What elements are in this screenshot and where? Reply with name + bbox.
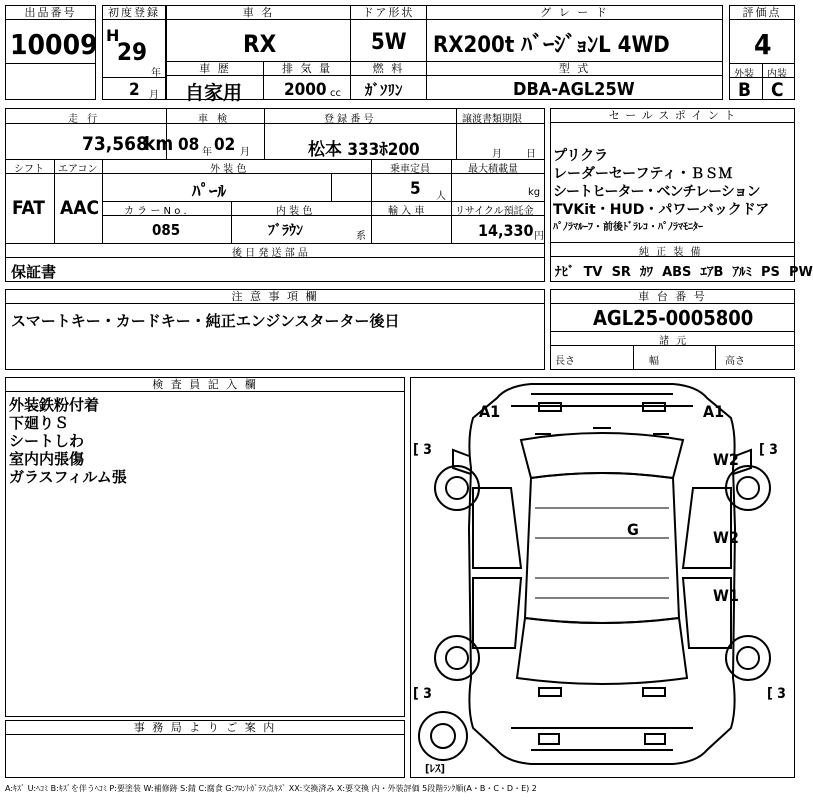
equipment-label: 純 正 装 備 [639, 247, 703, 258]
inspection-label: 車 検 [198, 114, 231, 125]
car-body-outline [469, 384, 735, 764]
car-diagram [411, 378, 794, 777]
year-unit: 年 [151, 68, 161, 79]
transfer-label: 譲渡書類期限 [462, 114, 522, 125]
color-no-value: 085 [152, 221, 181, 239]
fuel-value: ｶﾞｿﾘﾝ [365, 81, 403, 99]
transfer-day: 日 [526, 149, 536, 160]
shift-label: シフト [14, 164, 44, 175]
car-diagram-box [410, 377, 795, 778]
score-label: 評価点 [730, 6, 794, 20]
vehicle-details-block [5, 108, 545, 258]
displacement-value: 2000 [284, 80, 327, 100]
legend: A:ｷｽﾞ U:ﾍｺﾐ B:ｷｽﾞを伴うﾍｺﾐ P:要塗装 W:補修跡 S:錆 C:腐食 G:ﾌﾛﾝﾄｶﾞﾗｽ点ｷｽﾞ XX:交換済み X:要交換 内・外装評価 5段階ﾗﾝｸ順(A・B・C・D・E) 2 [5, 784, 537, 793]
inspector-label: 検 査 員 記 入 欄 [6, 378, 404, 392]
inspector-line-1: 外装鉄粉付着 [9, 396, 100, 414]
inspection-month: 02 [214, 135, 236, 155]
inspector-line-2: 下廻りＳ [9, 414, 70, 432]
notes-value: スマートキー・カードキー・純正エンジンスターター後日 [11, 312, 400, 330]
recycle-value: 14,330 [478, 221, 534, 240]
wheel-rear-left [435, 636, 479, 680]
int-color-unit: 系 [356, 231, 366, 242]
month-unit: 月 [149, 90, 159, 101]
grade-label: グ レ ー ド [427, 6, 722, 20]
car-name-label: 車 名 [167, 6, 350, 20]
lot-number-value: 10009 [10, 28, 98, 61]
mark-a1-left: A1 [479, 402, 501, 421]
inspection-year: 08 [178, 135, 200, 155]
sales-line-4: TVKit・HUD・パワーバックドア [553, 202, 770, 218]
door-box [350, 5, 427, 62]
era: H [106, 26, 120, 45]
roof-outline [525, 473, 679, 623]
grade-value: RX200t ﾊﾞｰｼﾞｮﾝL 4WD [433, 33, 670, 58]
exterior-grade: B [738, 79, 752, 101]
spare-wheel [419, 712, 467, 760]
inspection-year-unit: 年 [202, 147, 212, 158]
sales-point-label: セ ー ル ス ポ イ ン ト [551, 109, 794, 123]
color-no-label: カ ラ ー N o . [124, 206, 187, 217]
sales-point-box [550, 108, 813, 282]
load-unit: kg [528, 187, 541, 198]
equip-alloy: ｱﾙﾐ [732, 265, 752, 280]
width-label: 幅 [649, 356, 659, 367]
notes-box [5, 289, 545, 370]
sales-line-3: シートヒーター・ベンチレーション [553, 184, 760, 200]
door-value: 5W [371, 30, 407, 55]
model-label: 型 式 [427, 62, 722, 76]
mark-w2-top: W2 [713, 450, 739, 469]
ext-color-label: 外 装 色 [210, 164, 247, 175]
lot-number-box [5, 5, 96, 100]
displacement-box [263, 61, 351, 100]
score-value: 4 [754, 28, 772, 61]
history-value: 自家用 [185, 82, 243, 104]
import-label: 輸 入 車 [388, 206, 425, 217]
displacement-label: 排 気 量 [264, 62, 350, 76]
spare-label: [ﾚｽ] [425, 762, 446, 775]
equip-pw: PW [788, 265, 813, 280]
capacity-label: 乗車定員 [390, 164, 430, 175]
equip-abs: ABS [662, 265, 692, 280]
notes-label: 注 意 事 項 欄 [6, 290, 544, 304]
capacity-value: 5 [410, 179, 421, 199]
recycle-label: リサイクル預託金 [455, 206, 534, 217]
bracket-top-right: [ 3 [759, 442, 778, 458]
lot-number-label: 出品番号 [6, 6, 95, 20]
car-name-box [166, 5, 351, 62]
mileage-label: 走 行 [68, 114, 101, 125]
first-reg-label: 初度登録 [103, 6, 165, 20]
later-parts-box [5, 257, 545, 282]
door-label: ドア形状 [351, 6, 426, 20]
equip-ps: PS [761, 265, 780, 280]
mark-g: G [627, 520, 639, 539]
displacement-unit: cc [330, 88, 341, 99]
mark-w2-mid: W2 [713, 528, 739, 547]
int-color-value: ﾌﾞﾗｳﾝ [268, 223, 303, 239]
later-parts-value: 保証書 [11, 263, 57, 281]
dims-label: 諸 元 [659, 336, 689, 347]
height-label: 高さ [725, 356, 745, 367]
ext-color-value: ﾊﾟｰﾙ [192, 182, 226, 202]
shift-value: FAT [12, 197, 45, 219]
inspector-line-5: ガラスフィルム張 [9, 468, 127, 486]
fuel-label: 燃 料 [351, 62, 426, 76]
mark-w1: W1 [713, 586, 739, 605]
chassis-label: 車 台 番 号 [551, 290, 794, 304]
history-label: 車 歴 [167, 62, 263, 76]
reg-month: 2 [129, 80, 140, 100]
bracket-bottom-left: [ 3 [413, 686, 432, 702]
wheel-front-right [726, 466, 770, 510]
interior-grade: C [771, 79, 784, 101]
model-box [426, 61, 723, 100]
car-name: RX [243, 30, 277, 58]
mileage-value: 73,568 [82, 133, 148, 155]
score-box [729, 5, 795, 100]
load-label: 最大積載量 [468, 164, 518, 175]
mileage-unit: km [144, 133, 174, 155]
transfer-month: 月 [492, 149, 502, 160]
equip-leather: ｶﾜ [640, 265, 653, 280]
bracket-top-left: [ 3 [413, 442, 432, 458]
office-label: 事 務 局 よ り ご 案 内 [6, 721, 404, 735]
equip-sr: SR [611, 265, 631, 280]
grade-box [426, 5, 723, 62]
interior-label: 内装 [767, 69, 787, 80]
first-registration-box [102, 5, 166, 100]
chassis-value: AGL25-0005800 [593, 306, 754, 330]
inspection-month-unit: 月 [240, 147, 250, 158]
equip-tv: TV [583, 265, 603, 280]
inspector-line-4: 室内内張傷 [9, 450, 85, 468]
capacity-unit: 人 [436, 191, 446, 202]
fuel-box [350, 61, 427, 100]
recycle-unit: 円 [534, 231, 544, 242]
inspector-line-3: シートしわ [9, 432, 85, 450]
inspector-box [5, 377, 405, 717]
reg-year: 29 [117, 38, 148, 66]
registration-label: 登 録 番 号 [324, 114, 374, 125]
sales-line-5: ﾊﾟﾉﾗﾏﾙｰﾌ・前後ﾄﾞﾗﾚｺ・ﾊﾟﾉﾗﾏﾓﾆﾀｰ [553, 222, 703, 233]
bracket-bottom-right: [ 3 [767, 686, 786, 702]
history-box [166, 61, 264, 104]
later-parts-label: 後 日 発 送 部 品 [232, 248, 308, 259]
sales-line-1: プリクラ [553, 148, 609, 164]
length-label: 長さ [555, 356, 575, 367]
ac-label: エアコン [58, 164, 98, 175]
equip-airbag: ｴｱB [700, 265, 724, 280]
model-value: DBA-AGL25W [513, 79, 635, 100]
sales-line-2: レーダーセーフティ・ＢＳＭ [553, 166, 733, 182]
office-box [5, 720, 405, 778]
registration-value: 松本 333ﾎ200 [308, 140, 420, 160]
int-color-label: 内 装 色 [276, 206, 313, 217]
mark-a1-right: A1 [703, 402, 725, 421]
equipment-list [555, 261, 813, 280]
equip-navi: ﾅﾋﾞ [555, 265, 575, 280]
ac-value: AAC [60, 197, 100, 219]
exterior-label: 外装 [734, 69, 754, 80]
chassis-box [550, 289, 795, 370]
